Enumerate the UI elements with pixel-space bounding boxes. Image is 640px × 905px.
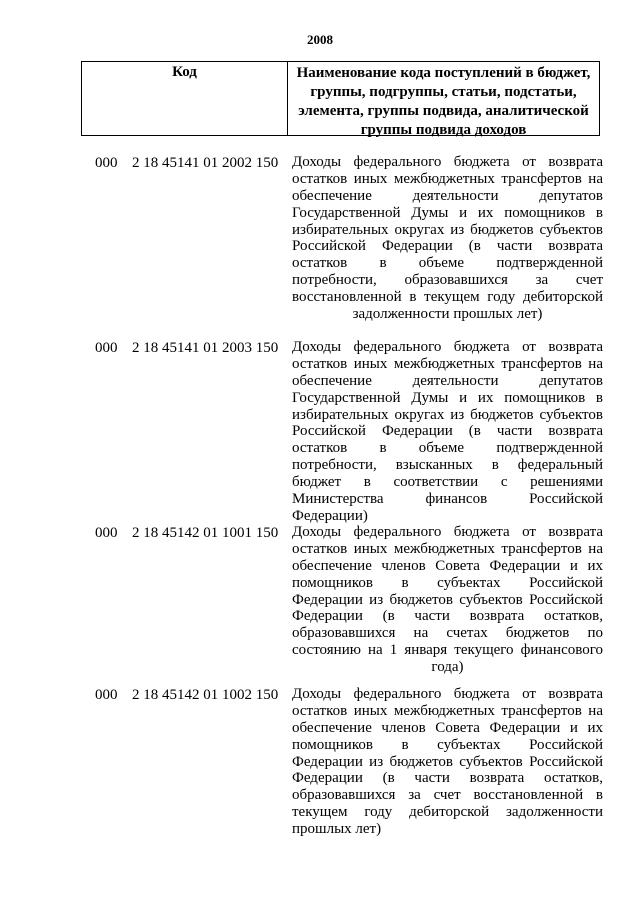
header-name-line: группы, подгруппы, статьи, подстатьи, bbox=[310, 84, 577, 100]
entry-prefix: 000 bbox=[95, 687, 118, 703]
entry-line: остатков в объеме подтвержденной bbox=[292, 440, 603, 457]
entry-row bbox=[0, 154, 640, 339]
entry-line: остатков иных межбюджетных трансфертов на bbox=[292, 702, 603, 719]
entry-line: Российской Федерации (в части возврата bbox=[292, 423, 603, 440]
entry-description bbox=[292, 686, 603, 838]
entry-line: образовавшихся за счет восстановленной в bbox=[292, 787, 603, 804]
entry-line: помощников в субъектах Российской bbox=[292, 736, 603, 753]
entry-line: Федерации) bbox=[292, 507, 368, 524]
entry-line: задолженности прошлых лет) bbox=[352, 306, 543, 323]
entry-line: обеспечение деятельности депутатов bbox=[292, 187, 603, 204]
entry-line: остатков иных межбюджетных трансфертов на bbox=[292, 355, 603, 372]
entry-line: остатков иных межбюджетных трансфертов на bbox=[292, 540, 603, 557]
entry-line: бюджет в соответствии с решениями bbox=[292, 474, 603, 491]
entry-line: Государственной Думы и их помощников в bbox=[292, 204, 603, 221]
header-name-line: Наименование кода поступлений в бюджет, bbox=[296, 65, 591, 81]
entry-prefix: 000 bbox=[95, 525, 118, 541]
entry-line: Государственной Думы и их помощников в bbox=[292, 389, 603, 406]
entry-line: потребности, образовавшихся за счет bbox=[292, 272, 603, 289]
entry-line: избирательных округах из бюджетов субъектов bbox=[292, 221, 603, 238]
entry-line: Доходы федерального бюджета от возврата bbox=[292, 339, 603, 355]
entry-line: обеспечение членов Совета Федерации и их bbox=[292, 557, 603, 574]
entry-line: текущем году дебиторской задолженности bbox=[292, 804, 603, 821]
entry-line: Федерации (в части возврата остатков, bbox=[292, 608, 603, 625]
entry-line: обеспечение деятельности депутатов bbox=[292, 372, 603, 389]
page-number: 2008 bbox=[307, 32, 333, 47]
entry-line: остатков в объеме подтвержденной bbox=[292, 255, 603, 272]
entry-code: 2 18 45142 01 1002 150 bbox=[132, 687, 279, 703]
header-code-cell: Код bbox=[82, 62, 288, 135]
entry-line: года) bbox=[431, 659, 464, 676]
entry-code: 2 18 45141 01 2002 150 bbox=[132, 155, 279, 171]
entry-line: Федерации из бюджетов субъектов Российской bbox=[292, 591, 603, 608]
entry-code: 2 18 45141 01 2003 150 bbox=[132, 340, 279, 356]
entry-line: Министерства финансов Российской bbox=[292, 491, 603, 508]
entry-line: Российской Федерации (в части возврата bbox=[292, 238, 603, 255]
entry-prefix: 000 bbox=[95, 340, 118, 356]
entry-description bbox=[292, 154, 603, 323]
entry-line: Доходы федерального бюджета от возврата bbox=[292, 154, 603, 170]
entry-line: Доходы федерального бюджета от возврата bbox=[292, 524, 603, 540]
entry-line: Федерации из бюджетов субъектов Российской bbox=[292, 753, 603, 770]
entry-line: остатков иных межбюджетных трансфертов на bbox=[292, 170, 603, 187]
header-name-line: элемента, группы подвида, аналитической bbox=[298, 103, 589, 119]
entry-row bbox=[0, 524, 640, 686]
header-table bbox=[81, 61, 600, 136]
entry-line: помощников в субъектах Российской bbox=[292, 574, 603, 591]
entry-line: прошлых лет) bbox=[292, 821, 382, 838]
entry-code: 2 18 45142 01 1001 150 bbox=[132, 525, 279, 541]
header-name-line: группы подвида доходов bbox=[360, 122, 527, 138]
entry-line: потребности, взысканных в федеральный bbox=[292, 457, 603, 474]
entry-line: восстановленной в текущем году дебиторской bbox=[292, 289, 603, 306]
entry-prefix: 000 bbox=[95, 155, 118, 171]
entry-line: Федерации (в части возврата остатков, bbox=[292, 770, 603, 787]
entries-list bbox=[0, 154, 640, 846]
entry-row bbox=[0, 339, 640, 524]
entry-line: состоянию на 1 января текущего финансового bbox=[292, 642, 603, 659]
entry-line: Доходы федерального бюджета от возврата bbox=[292, 686, 603, 702]
entry-description bbox=[292, 524, 603, 676]
entry-line: избирательных округах из бюджетов субъектов bbox=[292, 406, 603, 423]
entry-line: обеспечение членов Совета Федерации и их bbox=[292, 719, 603, 736]
entry-description bbox=[292, 339, 603, 525]
entry-row bbox=[0, 686, 640, 846]
header-name-cell bbox=[288, 62, 599, 138]
entry-line: образовавшихся на счетах бюджетов по bbox=[292, 625, 603, 642]
